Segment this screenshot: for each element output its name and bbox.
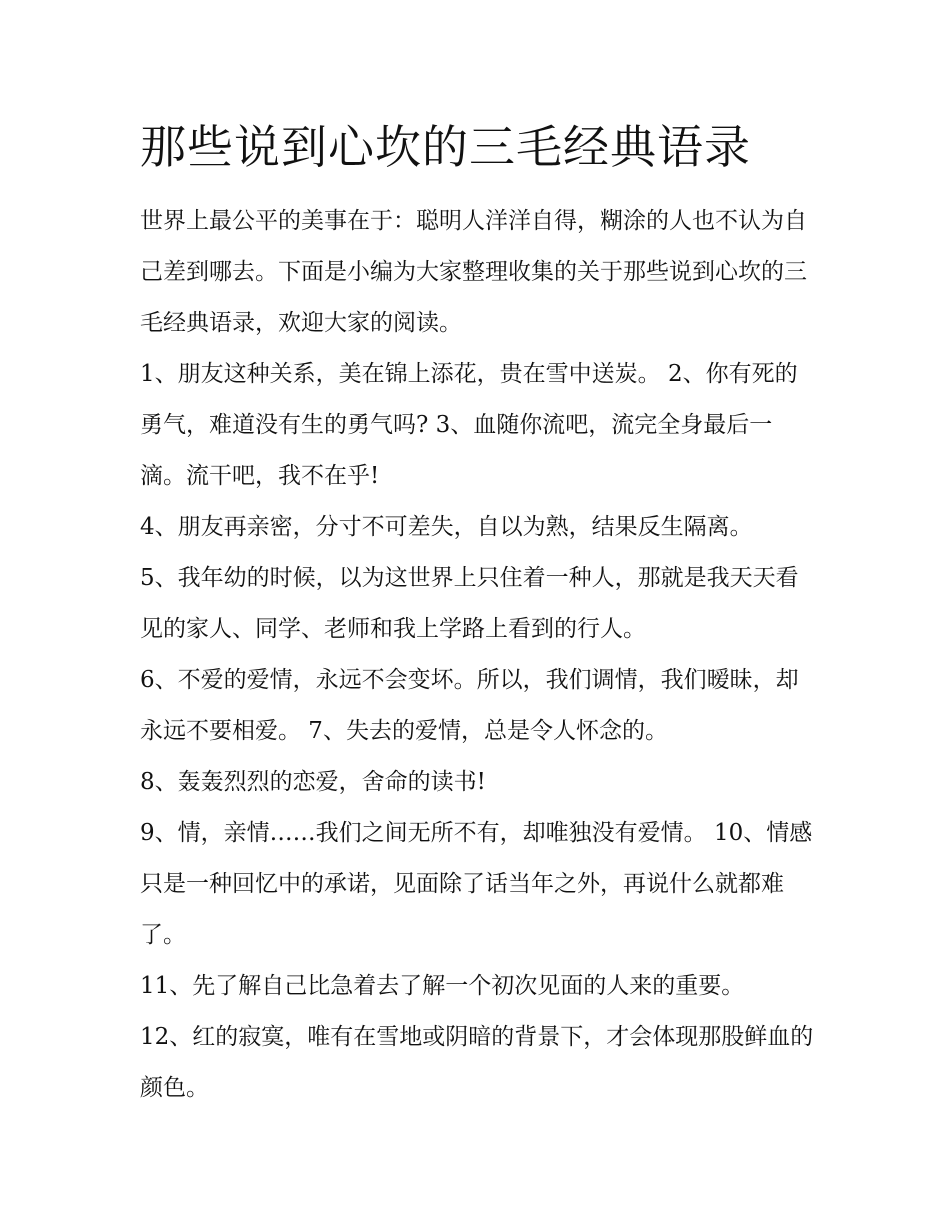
quote-paragraph: 9、情，亲情……我们之间无所不有，却唯独没有爱情。 10、情感只是一种回忆中的承诺，见面除了话当年之外，再说什么就都难了。 <box>140 820 813 948</box>
intro-paragraph: 世界上最公平的美事在于：聪明人洋洋自得，糊涂的人也不认为自己差到哪去。下面是小编为大家整理收集的关于那些说到心坎的三毛经典语录，欢迎大家的阅读。 <box>140 208 807 336</box>
quote-paragraph: 1、朋友这种关系，美在锦上添花，贵在雪中送炭。 2、你有死的勇气，难道没有生的勇气吗? 3、血随你流吧，流完全身最后一滴。流干吧，我不在乎! <box>140 361 798 489</box>
quote-paragraph: 11、先了解自己比急着去了解一个初次见面的人来的重要。 <box>140 973 745 999</box>
quote-paragraph: 6、不爱的爱情，永远不会变坏。所以，我们调情，我们暧昧，却永远不要相爱。 7、失去的爱情，总是令人怀念的。 <box>140 667 799 744</box>
quote-paragraph: 8、轰轰烈烈的恋爱，舍命的读书! <box>140 769 486 795</box>
quote-paragraph: 4、朋友再亲密，分寸不可差失，自以为熟，结果反生隔离。 <box>140 514 753 540</box>
quote-paragraph: 12、红的寂寞，唯有在雪地或阴暗的背景下，才会体现那股鲜血的颜色。 <box>140 1024 814 1101</box>
quote-paragraph: 5、我年幼的时候，以为这世界上只住着一种人，那就是我天天看见的家人、同学、老师和我上学路上看到的行人。 <box>140 565 799 642</box>
page-title: 那些说到心坎的三毛经典语录 <box>140 120 751 174</box>
article-body <box>140 196 816 1114</box>
